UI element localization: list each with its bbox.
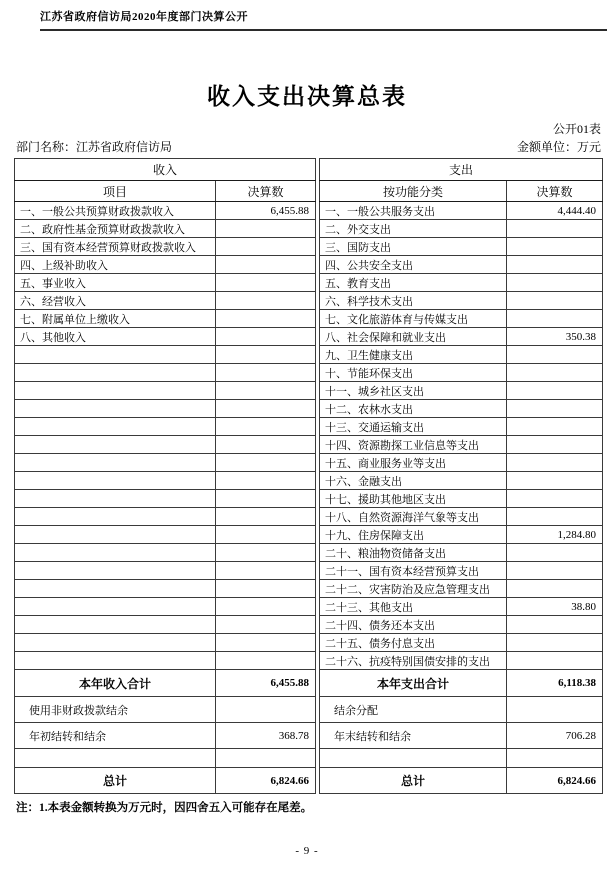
expense-label-cell: 十六、金融支出 <box>320 472 507 490</box>
expense-amount-cell <box>507 346 603 364</box>
income-amount-column-header: 决算数 <box>216 181 316 202</box>
expense-amount-cell <box>507 256 603 274</box>
income-amount-cell <box>216 346 316 364</box>
income-label-cell <box>15 454 216 472</box>
income-label-cell: 八、其他收入 <box>15 328 216 346</box>
income-row <box>15 328 316 346</box>
expense-amount-cell <box>507 634 603 652</box>
income-row <box>15 544 316 562</box>
expense-row <box>320 652 603 670</box>
expense-amount-cell <box>507 310 603 328</box>
expense-row <box>320 382 603 400</box>
income-label-cell <box>15 634 216 652</box>
unit-value: 万元 <box>576 140 601 154</box>
expense-label-cell: 二十三、其他支出 <box>320 598 507 616</box>
income-amount-cell: 6,824.66 <box>216 768 316 794</box>
income-label-cell <box>15 544 216 562</box>
expense-amount-cell <box>507 400 603 418</box>
income-amount-cell <box>216 436 316 454</box>
income-row <box>15 490 316 508</box>
income-row <box>15 526 316 544</box>
expense-row <box>320 310 603 328</box>
expense-row <box>320 526 603 544</box>
expense-label-cell: 七、文化旅游体育与传媒支出 <box>320 310 507 328</box>
expense-label-cell: 总计 <box>320 768 507 794</box>
income-label-cell <box>15 364 216 382</box>
expense-row <box>320 274 603 292</box>
income-label-cell: 六、经营收入 <box>15 292 216 310</box>
expense-label-cell: 五、教育支出 <box>320 274 507 292</box>
income-amount-cell <box>216 598 316 616</box>
income-label-cell <box>15 436 216 454</box>
expense-amount-cell <box>507 292 603 310</box>
expense-label-cell: 一、一般公共服务支出 <box>320 202 507 220</box>
income-amount-cell <box>216 580 316 598</box>
expense-amount-cell: 706.28 <box>507 723 603 749</box>
expense-label-cell: 年末结转和结余 <box>320 723 507 749</box>
income-amount-cell <box>216 382 316 400</box>
expense-row <box>320 256 603 274</box>
expense-row <box>320 634 603 652</box>
expense-label-cell <box>320 749 507 768</box>
income-label-cell: 四、上级补助收入 <box>15 256 216 274</box>
expense-amount-cell <box>507 544 603 562</box>
income-table <box>14 158 316 794</box>
income-amount-cell <box>216 508 316 526</box>
income-label-cell <box>15 382 216 400</box>
expense-label-cell: 四、公共安全支出 <box>320 256 507 274</box>
footnote: 注：1.本表金额转换为万元时，因四舍五入可能存在尾差。 <box>16 802 313 814</box>
income-table-body <box>15 202 316 794</box>
expense-label-cell: 八、社会保障和就业支出 <box>320 328 507 346</box>
expense-function-column-header: 按功能分类 <box>320 181 507 202</box>
expense-row <box>320 580 603 598</box>
expense-amount-cell: 4,444.40 <box>507 202 603 220</box>
income-row <box>15 256 316 274</box>
expense-column-header-row <box>320 181 603 202</box>
department-value: 江苏省政府信访局 <box>76 140 173 154</box>
expense-amount-cell <box>507 508 603 526</box>
income-table-head <box>15 159 316 202</box>
expense-amount-cell <box>507 364 603 382</box>
income-label-cell <box>15 652 216 670</box>
expense-amount-cell <box>507 382 603 400</box>
summary-table <box>14 158 601 794</box>
income-summary-row <box>15 697 316 723</box>
expense-row <box>320 562 603 580</box>
expense-amount-cell <box>507 220 603 238</box>
expense-label-cell: 三、国防支出 <box>320 238 507 256</box>
expense-amount-cell <box>507 697 603 723</box>
table-number: 公开01表 <box>552 122 601 136</box>
expense-table-head <box>320 159 603 202</box>
expense-section-header-row <box>320 159 603 181</box>
income-row <box>15 472 316 490</box>
income-row <box>15 346 316 364</box>
expense-label-cell: 二十、粮油物资储备支出 <box>320 544 507 562</box>
expense-label-cell: 二、外交支出 <box>320 220 507 238</box>
income-label-cell: 使用非财政拨款结余 <box>15 697 216 723</box>
expense-amount-cell <box>507 472 603 490</box>
income-row <box>15 274 316 292</box>
income-row <box>15 220 316 238</box>
income-row <box>15 202 316 220</box>
expense-label-cell: 十一、城乡社区支出 <box>320 382 507 400</box>
expense-table <box>319 158 603 794</box>
expense-amount-cell: 350.38 <box>507 328 603 346</box>
expense-row <box>320 346 603 364</box>
expense-amount-cell <box>507 418 603 436</box>
income-row <box>15 400 316 418</box>
income-summary-row <box>15 749 316 768</box>
expense-label-cell: 十七、援助其他地区支出 <box>320 490 507 508</box>
income-amount-cell: 6,455.88 <box>216 670 316 697</box>
expense-summary-row <box>320 670 603 697</box>
expense-amount-cell <box>507 238 603 256</box>
amount-unit <box>517 138 601 155</box>
income-amount-cell <box>216 328 316 346</box>
expense-label-cell: 本年支出合计 <box>320 670 507 697</box>
expense-row <box>320 472 603 490</box>
income-label-cell: 年初结转和结余 <box>15 723 216 749</box>
expense-label-cell: 六、科学技术支出 <box>320 292 507 310</box>
expense-amount-column-header: 决算数 <box>507 181 603 202</box>
income-amount-cell <box>216 749 316 768</box>
expense-table-body <box>320 202 603 794</box>
expense-row <box>320 616 603 634</box>
income-column-header-row <box>15 181 316 202</box>
income-amount-cell <box>216 616 316 634</box>
income-row <box>15 436 316 454</box>
expense-row <box>320 292 603 310</box>
income-section-header: 收入 <box>15 159 316 181</box>
expense-row <box>320 400 603 418</box>
income-row <box>15 598 316 616</box>
income-label-cell <box>15 526 216 544</box>
income-summary-row <box>15 723 316 749</box>
income-label-cell <box>15 346 216 364</box>
expense-section-header: 支出 <box>320 159 603 181</box>
expense-amount-cell: 6,118.38 <box>507 670 603 697</box>
income-amount-cell <box>216 418 316 436</box>
income-row <box>15 382 316 400</box>
income-label-cell <box>15 580 216 598</box>
income-label-cell <box>15 598 216 616</box>
income-amount-cell <box>216 562 316 580</box>
expense-row <box>320 202 603 220</box>
income-label-cell <box>15 616 216 634</box>
income-label-cell: 本年收入合计 <box>15 670 216 697</box>
page-number: - 9 - <box>295 845 319 857</box>
income-row <box>15 310 316 328</box>
unit-label: 金额单位： <box>516 140 577 154</box>
expense-row <box>320 598 603 616</box>
income-amount-cell <box>216 400 316 418</box>
income-item-column-header: 项目 <box>15 181 216 202</box>
expense-label-cell: 十九、住房保障支出 <box>320 526 507 544</box>
expense-label-cell: 二十四、债务还本支出 <box>320 616 507 634</box>
income-label-cell <box>15 472 216 490</box>
document-header-text: 江苏省政府信访局2020年度部门决算公开 <box>40 11 248 23</box>
expense-label-cell: 十八、自然资源海洋气象等支出 <box>320 508 507 526</box>
expense-amount-cell <box>507 749 603 768</box>
income-amount-cell <box>216 490 316 508</box>
expense-label-cell: 二十一、国有资本经营预算支出 <box>320 562 507 580</box>
meta-row <box>16 138 601 155</box>
income-amount-cell <box>216 472 316 490</box>
income-amount-cell <box>216 364 316 382</box>
expense-row <box>320 418 603 436</box>
income-section-header-row <box>15 159 316 181</box>
income-label-cell: 一、一般公共预算财政拨款收入 <box>15 202 216 220</box>
expense-amount-cell <box>507 436 603 454</box>
expense-row <box>320 364 603 382</box>
expense-label-cell: 十二、农林水支出 <box>320 400 507 418</box>
income-row <box>15 454 316 472</box>
expense-row <box>320 490 603 508</box>
income-amount-cell <box>216 292 316 310</box>
department-label: 部门名称： <box>16 140 77 154</box>
income-row <box>15 418 316 436</box>
income-amount-cell <box>216 220 316 238</box>
expense-row <box>320 328 603 346</box>
expense-row <box>320 436 603 454</box>
expense-label-cell: 十四、资源勘探工业信息等支出 <box>320 436 507 454</box>
income-row <box>15 634 316 652</box>
income-amount-cell <box>216 544 316 562</box>
income-summary-row <box>15 768 316 794</box>
income-amount-cell: 368.78 <box>216 723 316 749</box>
income-label-cell: 七、附属单位上缴收入 <box>15 310 216 328</box>
expense-amount-cell <box>507 490 603 508</box>
income-label-cell <box>15 749 216 768</box>
income-amount-cell <box>216 652 316 670</box>
income-label-cell <box>15 508 216 526</box>
income-amount-cell <box>216 697 316 723</box>
income-label-cell <box>15 418 216 436</box>
expense-row <box>320 220 603 238</box>
income-amount-cell <box>216 634 316 652</box>
income-row <box>15 580 316 598</box>
expense-row <box>320 454 603 472</box>
income-label-cell: 二、政府性基金预算财政拨款收入 <box>15 220 216 238</box>
income-amount-cell <box>216 454 316 472</box>
income-label-cell: 三、国有资本经营预算财政拨款收入 <box>15 238 216 256</box>
income-row <box>15 292 316 310</box>
income-amount-cell: 6,455.88 <box>216 202 316 220</box>
expense-label-cell: 结余分配 <box>320 697 507 723</box>
expense-summary-row <box>320 697 603 723</box>
expense-amount-cell <box>507 274 603 292</box>
income-amount-cell <box>216 238 316 256</box>
expense-label-cell: 十三、交通运输支出 <box>320 418 507 436</box>
expense-amount-cell: 6,824.66 <box>507 768 603 794</box>
expense-summary-row <box>320 768 603 794</box>
expense-row <box>320 238 603 256</box>
expense-row <box>320 508 603 526</box>
income-row <box>15 364 316 382</box>
expense-row <box>320 544 603 562</box>
income-amount-cell <box>216 274 316 292</box>
expense-summary-row <box>320 723 603 749</box>
expense-label-cell: 二十五、债务付息支出 <box>320 634 507 652</box>
expense-amount-cell: 1,284.80 <box>507 526 603 544</box>
income-amount-cell <box>216 256 316 274</box>
expense-label-cell: 十、节能环保支出 <box>320 364 507 382</box>
income-label-cell <box>15 562 216 580</box>
income-summary-row <box>15 670 316 697</box>
document-header <box>40 8 607 31</box>
income-row <box>15 508 316 526</box>
income-amount-cell <box>216 310 316 328</box>
expense-label-cell: 二十二、灾害防治及应急管理支出 <box>320 580 507 598</box>
expense-amount-cell <box>507 580 603 598</box>
expense-label-cell: 二十六、抗疫特别国债安排的支出 <box>320 652 507 670</box>
expense-label-cell: 九、卫生健康支出 <box>320 346 507 364</box>
income-label-cell: 总计 <box>15 768 216 794</box>
expense-amount-cell: 38.80 <box>507 598 603 616</box>
income-row <box>15 652 316 670</box>
expense-amount-cell <box>507 652 603 670</box>
expense-amount-cell <box>507 616 603 634</box>
income-row <box>15 238 316 256</box>
income-row <box>15 616 316 634</box>
department-name <box>16 138 172 155</box>
expense-summary-row <box>320 749 603 768</box>
income-amount-cell <box>216 526 316 544</box>
expense-amount-cell <box>507 562 603 580</box>
expense-amount-cell <box>507 454 603 472</box>
income-row <box>15 562 316 580</box>
expense-label-cell: 十五、商业服务业等支出 <box>320 454 507 472</box>
income-label-cell <box>15 400 216 418</box>
page-title: 收入支出决算总表 <box>207 84 407 109</box>
income-label-cell: 五、事业收入 <box>15 274 216 292</box>
income-label-cell <box>15 490 216 508</box>
